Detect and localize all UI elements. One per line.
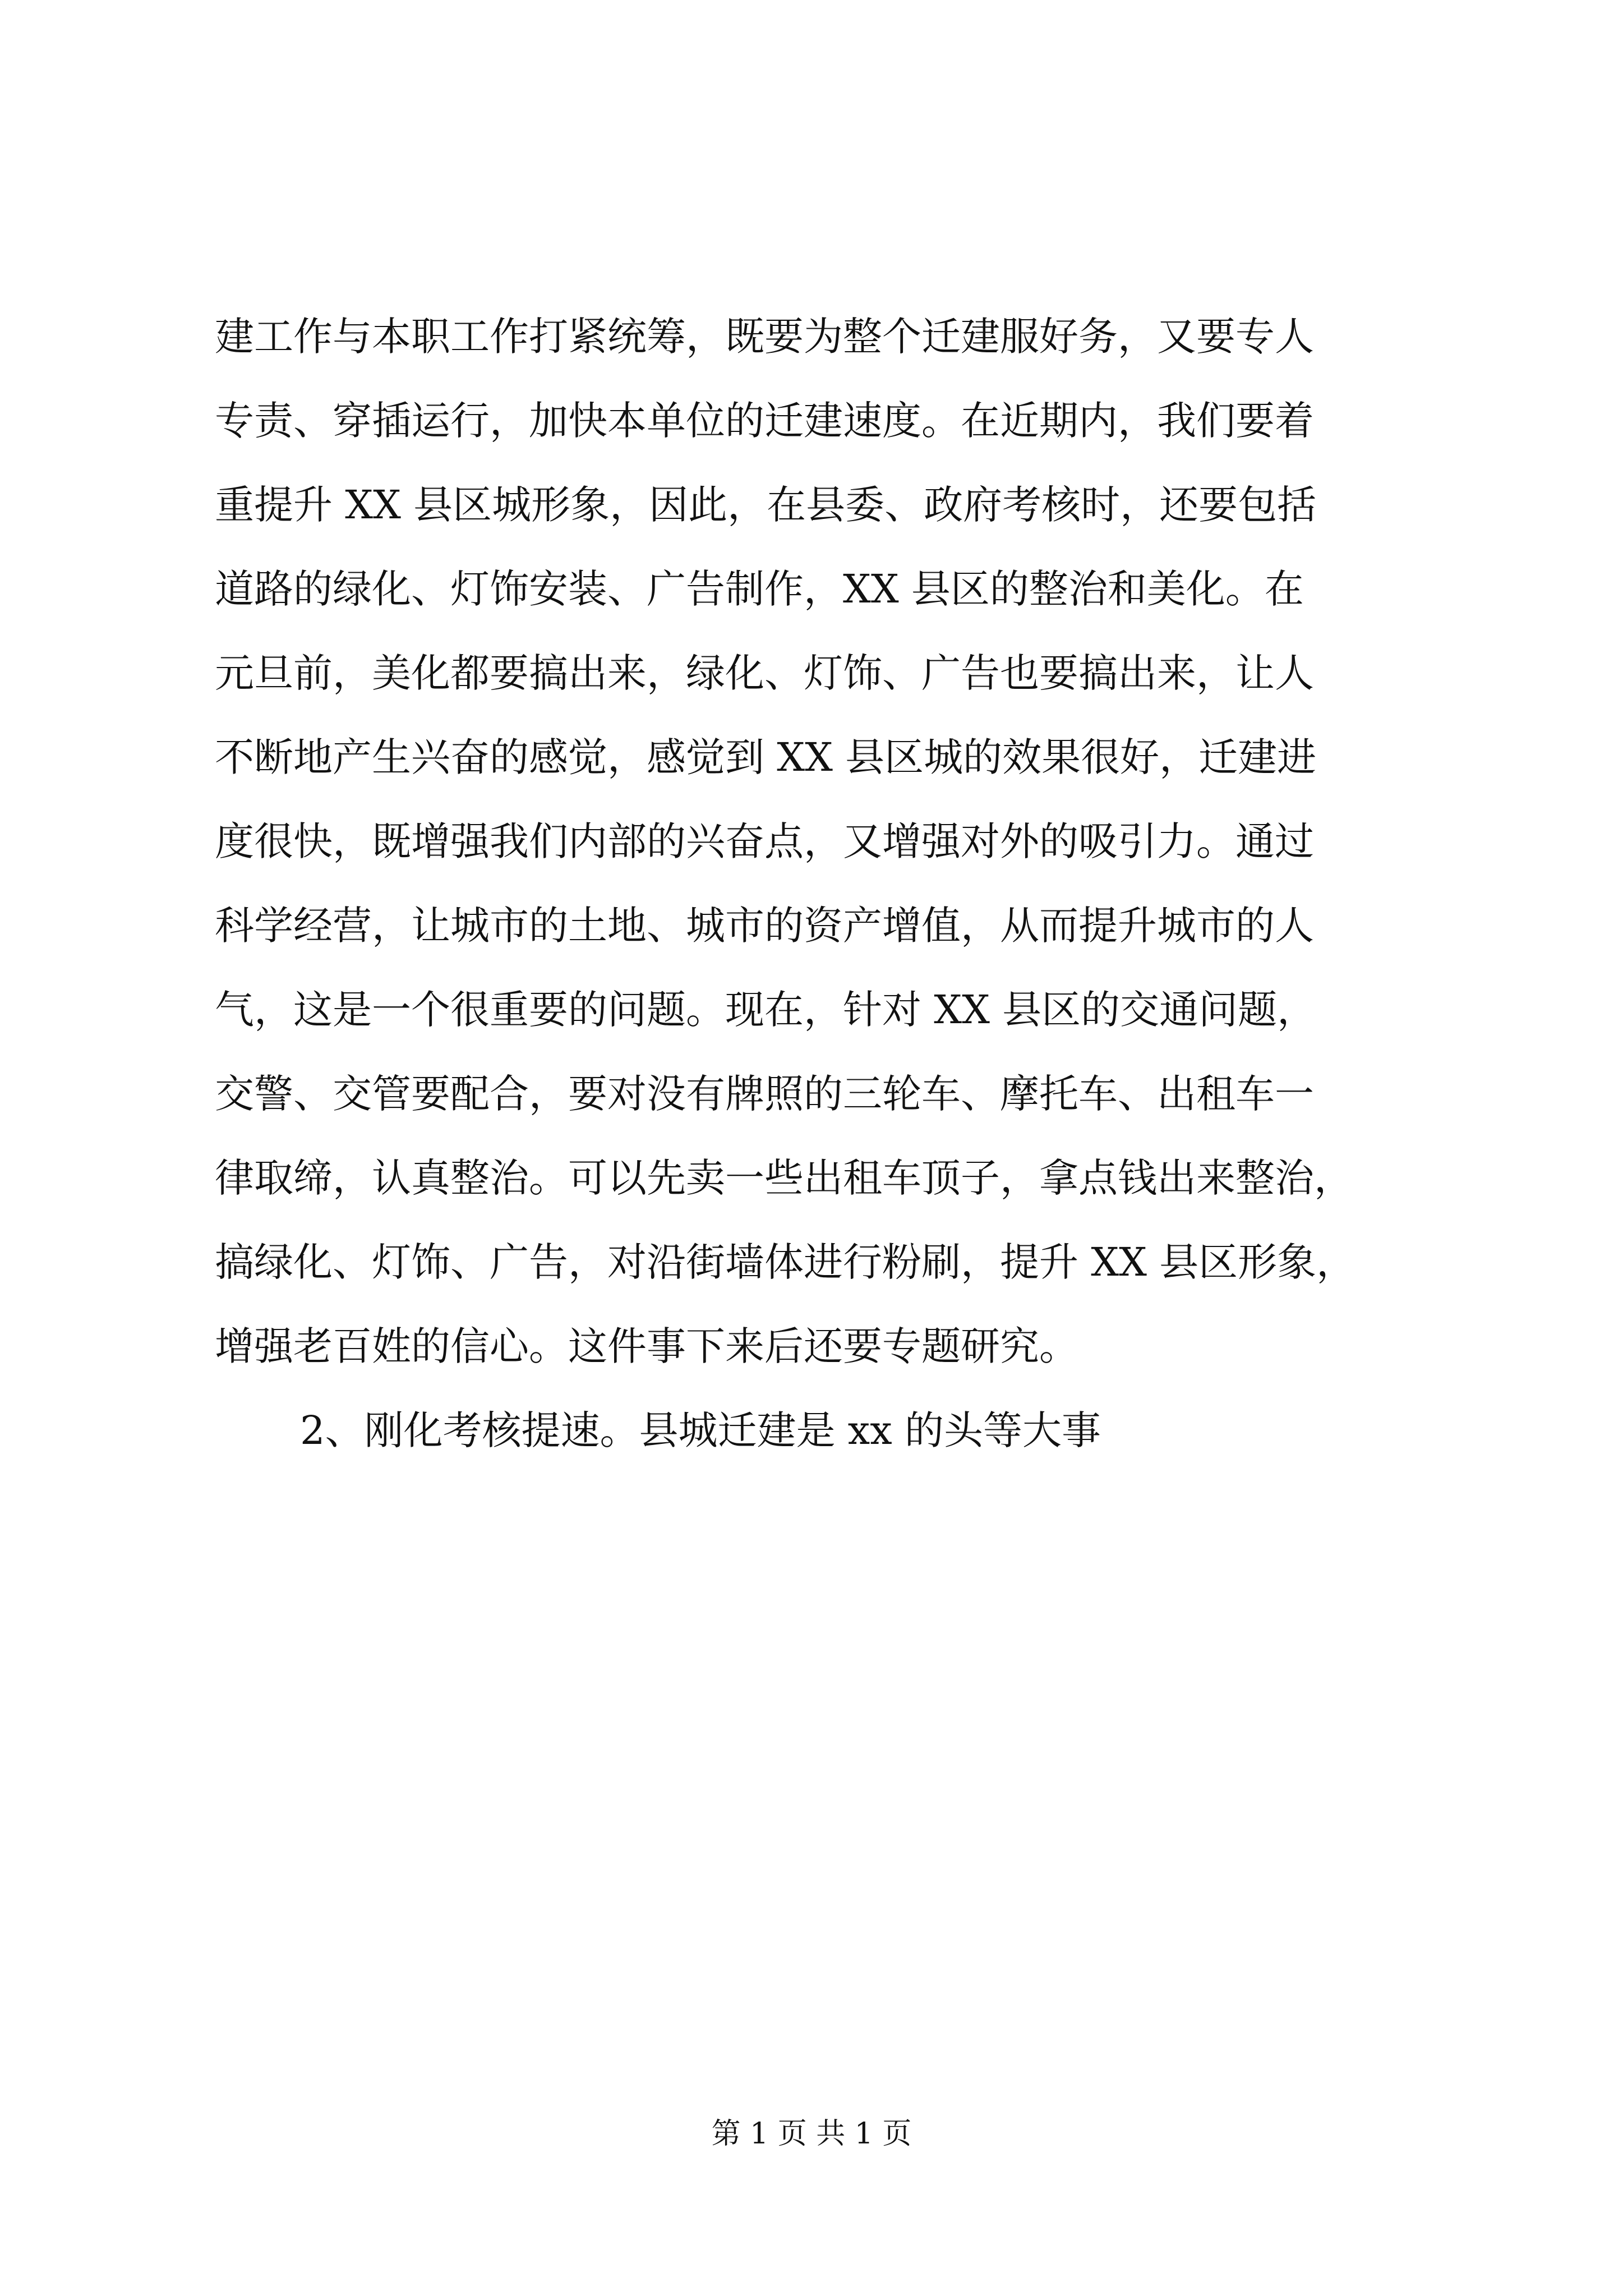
text-line: 建工作与本职工作打紧统筹，既要为整个迁建服好务，又要专人	[215, 314, 1314, 360]
text-line: 律取缔，认真整治。可以先卖一些出租车顶子，拿点钱出来整治，	[215, 1155, 1353, 1201]
text-line: 气，这是一个很重要的问题。现在，针对 XX 县区的交通问题，	[215, 987, 1317, 1033]
text-line: 重提升 XX 县区城形象，因此，在县委、政府考核时，还要包括	[215, 482, 1317, 528]
text-line: 增强老百姓的信心。这件事下来后还要专题研究。	[215, 1323, 1078, 1369]
text-line: 专责、穿插运行，加快本单位的迁建速度。在近期内，我们要着	[215, 398, 1314, 444]
text-line: 交警、交管要配合，要对没有牌照的三轮车、摩托车、出租车一	[215, 1071, 1314, 1117]
page-footer: 第 1 页 共 1 页	[711, 2117, 912, 2151]
text-line: 不断地产生兴奋的感觉，感觉到 XX 县区城的效果很好，迁建进	[215, 734, 1317, 780]
text-line: 搞绿化、灯饰、广告，对沿街墙体进行粉刷，提升 XX 县区形象，	[215, 1239, 1356, 1285]
text-line: 道路的绿化、灯饰安装、广告制作，XX 县区的整治和美化。在	[215, 566, 1304, 612]
section-heading: 2、刚化考核提速。县城迁建是 xx 的头等大事	[300, 1407, 1101, 1453]
text-line: 元旦前，美化都要搞出来，绿化、灯饰、广告也要搞出来，让人	[215, 650, 1314, 696]
text-line: 度很快，既增强我们内部的兴奋点，又增强对外的吸引力。通过	[215, 818, 1314, 864]
text-line: 科学经营，让城市的土地、城市的资产增值，从而提升城市的人	[215, 903, 1314, 949]
